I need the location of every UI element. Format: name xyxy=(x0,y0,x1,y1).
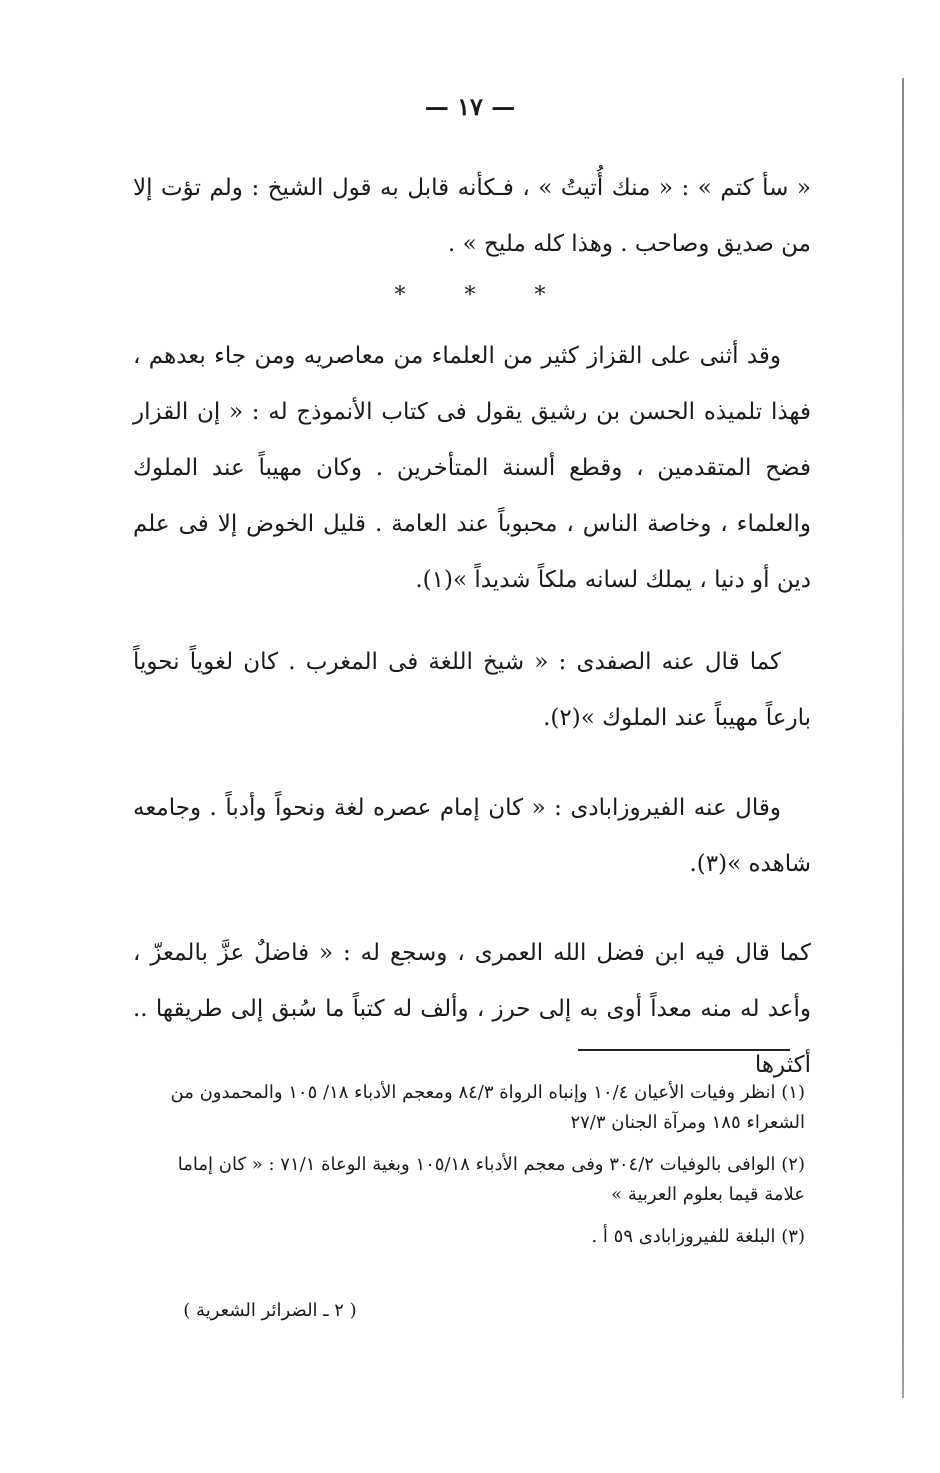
paragraph-continuation: « سأ كتم » : « منك أُتيتُ » ، فـكأنه قابل به قول الشيخ : ولم تؤت إلا من صديق وصاحب . وهذا كله مليح » . xyxy=(133,175,811,257)
paragraph-umari-quote: كما قال فيه ابن فضل الله العمرى ، وسجع له : « فاضلٌ عزَّ بالمعزّ ، وأعد له منه معداً أوى به إلى حرز ، وألف له كتباً ما سُبق إلى طريقها .. أكثرها xyxy=(133,940,811,1078)
page-number: — ١٧ — xyxy=(424,92,516,121)
footnote-2: (٢) الوافى بالوفيات ٣٠٤/٢ وفى معجم الأدباء ١٠٥/١٨ وبغية الوعاة ٧١/١ : « كان إماما علامة قيما بعلوم العربية » xyxy=(177,1154,805,1205)
footnote-1: (١) انظر وفيات الأعيان ١٠/٤ وإنباه الرواة ٨٤/٣ ومعجم الأدباء ١٨/ ١٠٥ والمحمدون من الشعراء ١٨٥ ومرآة الجنان ٢٧/٣ xyxy=(170,1082,805,1133)
paragraph-fayruzabadi-quote: وقال عنه الفيروزابادى : « كان إمام عصره لغة ونحواً وأدباً . وجامعه شاهده »(٣). xyxy=(133,795,811,877)
footnote-divider xyxy=(578,1049,790,1051)
page-edge-shadow xyxy=(902,78,904,1398)
signature-mark: ( ٢ ـ الضرائر الشعرية ) xyxy=(183,1300,357,1321)
paragraph-ibn-rashiq-quote: وقد أثنى على القزاز كثير من العلماء من معاصريه ومن جاء بعدهم ، فهذا تلميذه الحسن بن رشيق يقول فى كتاب الأنموذج له : « إن القزار فضح المتقدمين ، وقطع ألسنة المتأخرين . وكان مهيباً عند الملوك والعلماء ، وخاصة الناس ، محبوباً عند العامة . قليل الخوض إلا فى علم دين أو دنيا ، يملك لسانه ملكاً شديداً »(١). xyxy=(133,343,811,593)
footnote-3: (٣) البلغة للفيروزابادى ٥٩ أ . xyxy=(591,1226,805,1247)
section-separator: * * * xyxy=(394,283,572,308)
footnotes xyxy=(133,1078,805,1264)
paragraph-safadi-quote: كما قال عنه الصفدى : « شيخ اللغة فى المغرب . كان لغوياً نحوياً بارعاً مهيباً عند الملوك »(٢). xyxy=(133,649,811,731)
